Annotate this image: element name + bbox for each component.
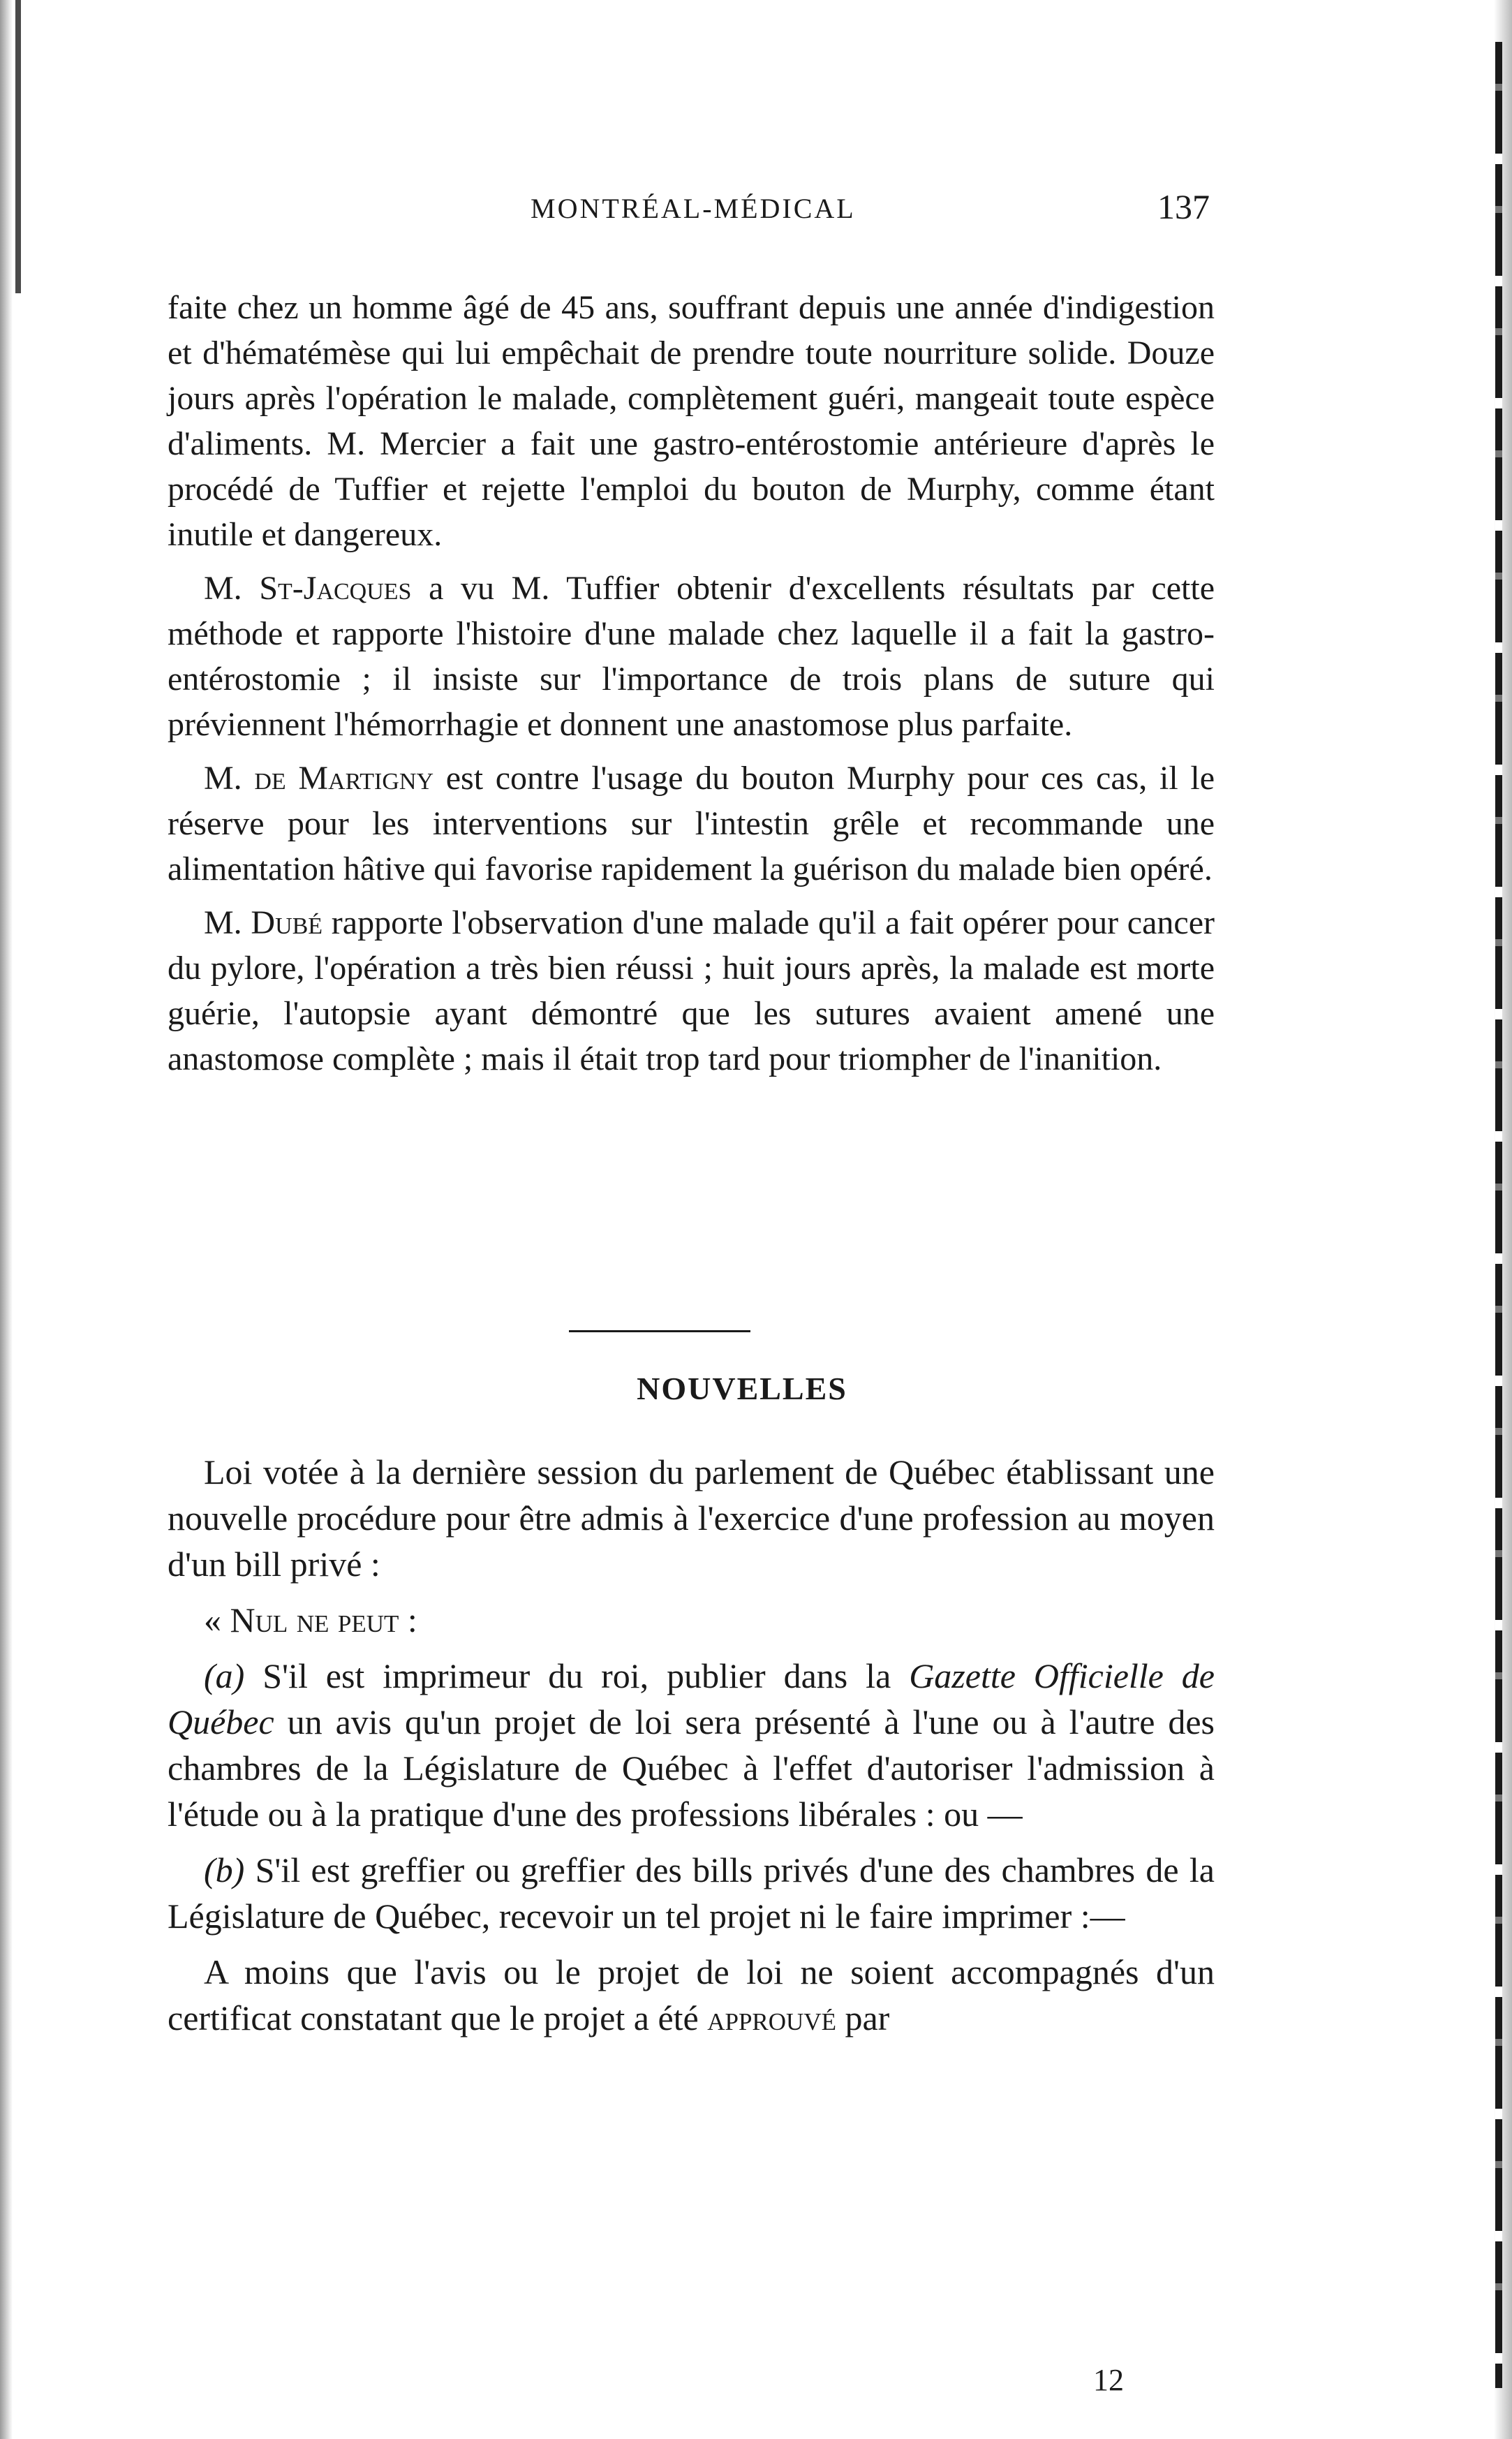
scan-edge-right-bar bbox=[1495, 42, 1502, 2388]
section-heading-text: NOUVELLES bbox=[637, 1371, 847, 1406]
scan-edge-left bbox=[0, 0, 13, 2439]
nouvelles-section bbox=[168, 1449, 1215, 2041]
paragraph-text: est contre l'usage du bouton Murphy pour ces cas, il le réserve pour les interventions sur l'intestin grêle et recommande une alimentation hâtive qui favorise rapidement la guérison du malade bien opéré. bbox=[168, 760, 1215, 887]
paragraph-dube bbox=[168, 900, 1215, 1082]
clause-text: A moins que l'avis ou le projet de loi ne soient accompagnés d'un certificat constatant que le projet a été bbox=[168, 1952, 1215, 2038]
clause-text: par bbox=[836, 1998, 890, 2038]
paragraph-clause-b bbox=[168, 1847, 1215, 1939]
clause-letter: (a) bbox=[204, 1656, 245, 1695]
clause-text: S'il est imprimeur du roi, publier dans la bbox=[244, 1656, 910, 1695]
speaker-name: M. de Martigny bbox=[204, 760, 434, 797]
gazette-title: Gazette Officielle de Québec bbox=[168, 1656, 1215, 1741]
paragraph-text: a vu M. Tuffier obtenir d'excellents résultats par cette méthode et rapporte l'histoire d'une malade chez laquelle il a fait la gastro-entérostomie ; il insiste sur l'importance de trois plans de suture qui préviennent l'hémorrhagie et donnent une anastomose plus parfaite. bbox=[168, 570, 1215, 743]
clause-text: un avis qu'un projet de loi sera présenté à l'une ou à l'autre des chambres de la Législature de Québec à l'effet d'autoriser l'admission à l'étude ou à la pratique d'une des professions libérales : ou — bbox=[168, 1702, 1215, 1834]
society-proceedings bbox=[168, 285, 1215, 1082]
approuve-word: approuvé bbox=[707, 1998, 836, 2038]
speaker-name: M. St-Jacques bbox=[204, 570, 412, 607]
paragraph-de-martigny bbox=[168, 756, 1215, 892]
printer-signature-mark: 12 bbox=[1093, 2363, 1124, 2397]
speaker-name: M. Dubé bbox=[204, 904, 323, 941]
paragraph-continuation: faite chez un homme âgé de 45 ans, souffrant depuis une année d'indigestion et d'hématémèse qui lui empêchait de prendre toute nourriture solide. Douze jours après l'opération le malade, complètement guéri, mangeait toute espèce d'aliments. M. Mercier a fait une gastro-entérostomie antérieure d'après le procédé de Tuffier et rejette l'emploi du bouton de Murphy, comme étant inutile et dangereux. bbox=[168, 289, 1215, 553]
page-number: 137 bbox=[1157, 187, 1210, 226]
paragraph-loi: Loi votée à la dernière session du parlement de Québec établissant une nouvelle procédure pour être admis à l'exercice d'une profession au moyen d'un bill privé : bbox=[168, 1452, 1215, 1584]
paragraph-text: rapporte l'observation d'une malade qu'il a fait opérer pour cancer du pylore, l'opération a très bien réussi ; huit jours après, la malade est morte guérie, l'autopsie ayant démontré que les sutures avaient amené une anastomose complète ; mais il était trop tard pour triompher de l'inanition. bbox=[168, 904, 1215, 1077]
running-head bbox=[0, 187, 1512, 234]
scan-edge-left-mark bbox=[15, 0, 21, 293]
clause-text: S'il est greffier ou greffier des bills privés d'une des chambres de la Législature de Québec, recevoir un tel projet ni le faire imprimer :— bbox=[168, 1850, 1215, 1936]
paragraph-clause-a bbox=[168, 1653, 1215, 1837]
paragraph-st-jacques bbox=[168, 566, 1215, 747]
clause-letter: (b) bbox=[204, 1850, 245, 1889]
section-heading bbox=[0, 1370, 1512, 1407]
paragraph-moins-que bbox=[168, 1949, 1215, 2041]
running-head-title: MONTRÉAL-MÉDICAL bbox=[531, 193, 856, 224]
paragraph-quote-open: « Nul ne peut : bbox=[204, 1600, 417, 1639]
section-divider bbox=[569, 1330, 750, 1332]
